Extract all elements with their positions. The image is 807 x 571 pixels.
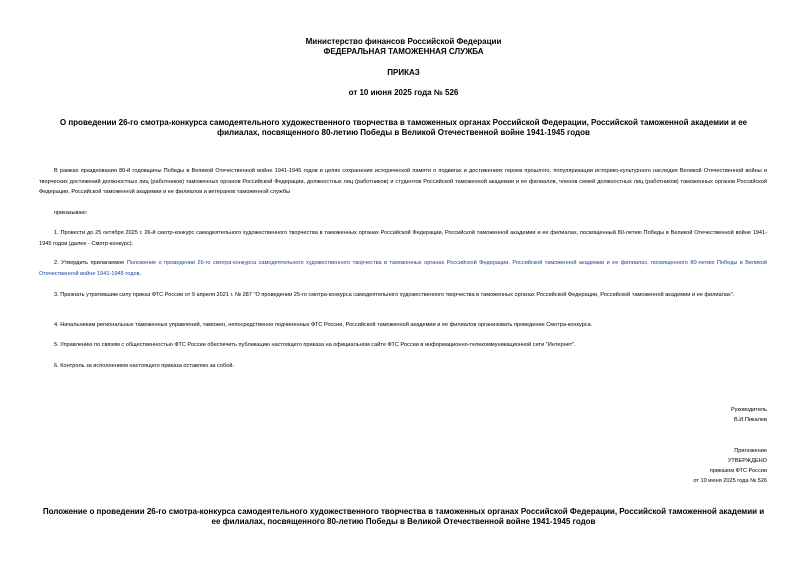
regulation-title: Положение о проведении 26-го смотра-конкурса самодеятельного художественного творчества в таможенных органах Российской Федерации, Российской таможенной академии и ее филиалах, посвященного 80-летию Победы в Великой Отечественной войне 1941-1945 годов <box>42 507 765 526</box>
signer-position: Руководитель <box>730 407 767 413</box>
order-word: приказываю: <box>54 210 88 216</box>
approved-label: УТВЕРЖДЕНО <box>727 458 767 464</box>
approved-by: приказом ФТС России <box>709 468 767 474</box>
appendix-label: Приложение <box>734 448 767 454</box>
signature-block <box>731 405 767 425</box>
service-name: ФЕДЕРАЛЬНАЯ ТАМОЖЕННАЯ СЛУЖБА <box>323 47 484 56</box>
paragraph-2-suffix: . <box>139 270 142 277</box>
paragraph-5: 5. Управлению по связям с общественностью ФТС России обеспечить публикацию настоящего приказа на официальном сайте ФТС России в информационно-телекоммуникационной сети "Интернет". <box>54 342 576 348</box>
approved-date: от 10 июня 2025 года № 526 <box>693 478 767 484</box>
preamble-paragraph: В рамках празднования 80-й годовщины Победы в Великой Отечественной войне 1941-1945 годов в целях сохранения исторической памяти о подвигах и достижениях героев прошлого, популяризации историко-культурного наследия Великой Отечественной войны и творческих достижений должностных лиц (работников) таможенных органов Российской Федерации, должностных лиц (работников) и студентов Российской таможенной академии и ее филиалов, членов семей должностных лиц (работников) таможенных органов Российской Федерации, Российской таможенной академии и ее филиалов и ветеранов таможенной службы <box>39 168 767 195</box>
signer-name: В.И.Пикалев <box>733 417 767 423</box>
document-type: ПРИКАЗ <box>387 68 420 77</box>
appendix-stamp <box>693 446 767 486</box>
paragraph-2 <box>39 258 767 279</box>
order-title: О проведении 26-го смотра-конкурса самодеятельного художественного творчества в таможенных органах Российской Федерации, Российской таможенной академии и ее филиалах, посвященного 80-летию Победы в Великой Отечественной войне 1941-1945 годов <box>59 118 748 137</box>
paragraph-4: 4. Начальникам региональных таможенных управлений, таможен, непосредственно подчиненных ФТС России, Российской таможенной академии и ее филиалов организовать проведение Смотра-конкурса. <box>54 322 593 328</box>
paragraph-1: 1. Провести до 25 октября 2025 г. 26-й смотр-конкурс самодеятельного художественного творчества в таможенных органах Российской Федерации, Российской таможенной академии и ее филиалах, посвященный 80-летию Победы в Великой Отечественной войне 1941-1945 годов (далее - Смотр-конкурс). <box>39 230 767 247</box>
paragraph-2-prefix: 2. Утвердить прилагаемое <box>54 260 127 266</box>
paragraph-3: 3. Признать утратившим силу приказ ФТС России от 9 апреля 2021 г. № 287 "О проведении 25-го смотра-конкурса самодеятельного художественного творчества в таможенных органах Российской Федерации, Российской таможенной академии и ее филиалах". <box>54 292 735 298</box>
ministry-name: Министерство финансов Российской Федерации <box>305 37 502 46</box>
regulation-link[interactable]: Положение о проведении 26-го смотра-конкурса самодеятельного художественного творчества в таможенных органах Российской Федерации, Российской таможенной академии и ее филиалах, посвященного 80-летию Победы в Великой Отечественной войне 1941-1945 годов <box>39 260 767 277</box>
paragraph-6: 6. Контроль за исполнением настоящего приказа оставляю за собой. <box>54 363 235 369</box>
document-header <box>0 37 807 57</box>
order-date-number: от 10 июня 2025 года № 526 <box>348 88 459 97</box>
